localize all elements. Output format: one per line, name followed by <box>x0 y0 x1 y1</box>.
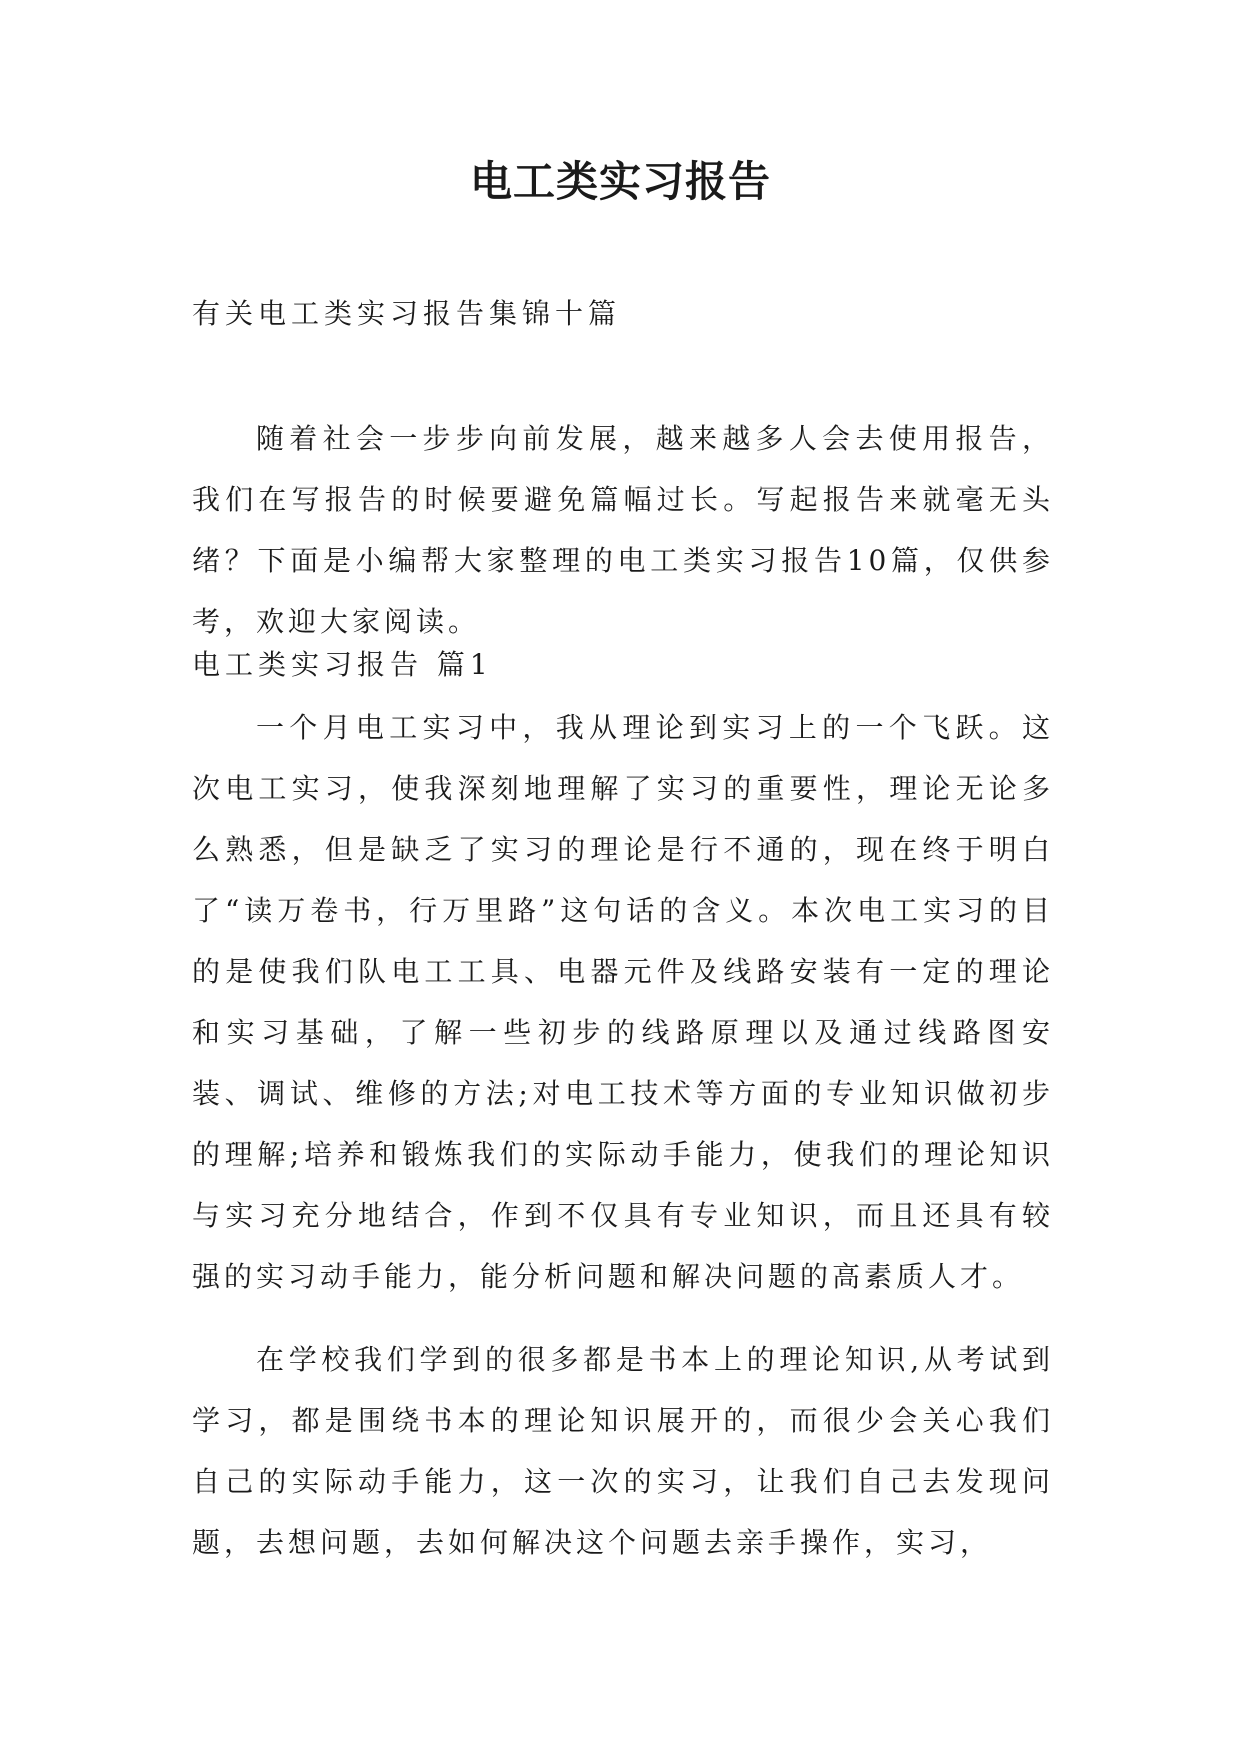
body-paragraph-1: 一个月电工实习中，我从理论到实习上的一个飞跃。这次电工实习，使我深刻地理解了实习的重要性，理论无论多么熟悉，但是缺乏了实习的理论是行不通的，现在终于明白了“读万卷书，行万里路”这句话的含义。本次电工实习的目的是使我们队电工工具、电器元件及线路安装有一定的理论和实习基础，了解一些初步的线路原理以及通过线路图安装、调试、维修的方法;对电工技术等方面的专业知识做初步的理解;培养和锻炼我们的实际动手能力，使我们的理论知识与实习充分地结合，作到不仅具有专业知识，而且还具有较强的实习动手能力，能分析问题和解决问题的高素质人才。 <box>192 711 1054 1293</box>
body-paragraph-2: 在学校我们学到的很多都是书本上的理论知识,从考试到学习，都是围绕书本的理论知识展开的，而很少会关心我们自己的实际动手能力，这一次的实习，让我们自己去发现问题，去想问题，去如何解决这个问题去亲手操作，实习， <box>192 1343 1054 1559</box>
intro-paragraph: 随着社会一步步向前发展，越来越多人会去使用报告，我们在写报告的时候要避免篇幅过长。写起报告来就毫无头绪？下面是小编帮大家整理的电工类实习报告10篇，仅供参考，欢迎大家阅读。 <box>192 422 1054 638</box>
document-title: 电工类实习报告 <box>469 157 771 206</box>
document-subtitle: 有关电工类实习报告集锦十篇 <box>192 297 622 330</box>
section-heading: 电工类实习报告 篇1 <box>192 648 493 681</box>
